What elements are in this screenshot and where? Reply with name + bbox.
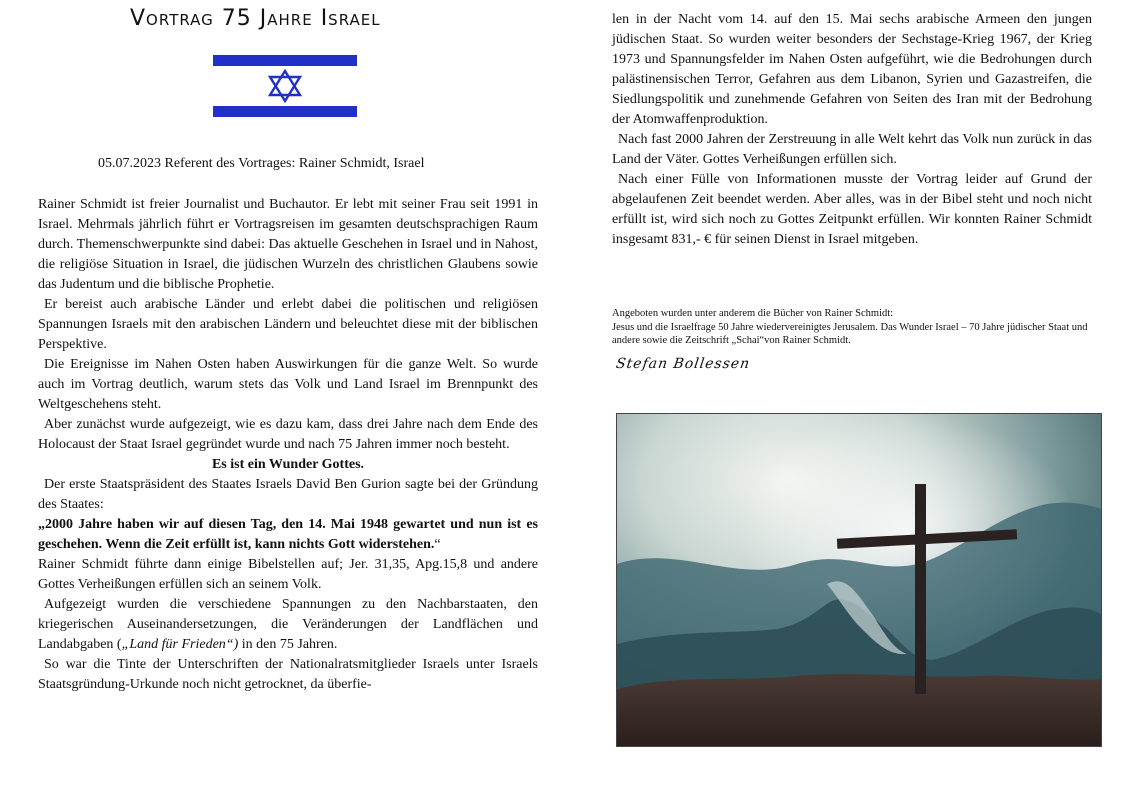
paragraph: Nach einer Fülle von Informationen musste der Vortrag leider auf Grund der abgelaufenen Zeit beendet werden. Aber alles, was in der Bibel steht und noch nicht erfüllt ist, wird sich noch zu Gottes Zeitpunkt erfüllen. Wir konnten Rainer Schmidt insgesamt 831,- € für seinen Dienst in Israel mitgeben. xyxy=(612,172,1092,247)
paragraph: So war die Tinte der Unterschriften der Nationalratsmitglieder Israels unter Israels Staatsgründung-Urkunde noch nicht getrocknet, da überfie- xyxy=(38,657,538,692)
paragraph xyxy=(38,595,538,655)
paragraph: Rainer Schmidt führte dann einige Bibelstellen auf; Jer. 31,35, Apg.15,8 und andere Gottes Verheißungen erfüllen sich an seinem Volk. xyxy=(38,557,538,592)
text: in den 75 Jahren. xyxy=(238,637,338,652)
paragraph: Rainer Schmidt ist freier Journalist und Buchautor. Er lebt mit seiner Frau seit 1991 in Israel. Mehrmals jährlich führt er Vortragsreisen im gesamten deutschsprachigen Raum durch. Themenschwerpunkte sind dabei: Das aktuelle Geschehen in Israel und in Nahost, die religiöse Situation in Israel, die jüdischen Wurzeln des christlichen Glaubens sowie das Judentum und die biblische Prophetie. xyxy=(38,197,538,292)
meta-line: 05.07.2023 Referent des Vortrages: Rainer Schmidt, Israel xyxy=(98,156,425,171)
highlight-line: Es ist ein Wunder Gottes. xyxy=(211,457,365,472)
cross-landscape-image xyxy=(616,413,1102,747)
text: Aufgezeigt wurden die verschiedene Spannungen zu den Nachbarstaaten, den kriegerischen Auseinandersetzungen, die Veränderungen der Landflächen und Landabgaben ( xyxy=(38,597,538,652)
left-article-text xyxy=(38,195,538,695)
books-list: Jesus und die Israelfrage 50 Jahre wiedervereinigtes Jerusalem. Das Wunder Israel – 70 Jahre jüdischer Staat und andere sowie die Zeitschrift „Schai“von Rainer Schmidt. xyxy=(612,321,1088,346)
paragraph: Die Ereignisse im Nahen Osten haben Auswirkungen für die ganze Welt. So wurde auch im Vortrag deutlich, warum stets das Volk und Land Israel im Brennpunkt des Weltgeschehens steht. xyxy=(38,357,538,412)
israel-flag-icon xyxy=(213,54,357,118)
paragraph: Aber zunächst wurde aufgezeigt, wie es dazu kam, dass drei Jahre nach dem Ende des Holocaust der Staat Israel gegründet wurde und nach 75 Jahren immer noch besteht. xyxy=(38,417,538,452)
right-article-text xyxy=(612,10,1092,250)
paragraph: Der erste Staatspräsident des Staates Israels David Ben Gurion sagte bei der Gründung des Staates: xyxy=(38,477,538,512)
paragraph: Nach fast 2000 Jahren der Zerstreuung in alle Welt kehrt das Volk nun zurück in das Land der Väter. Gottes Verheißungen erfüllen sich. xyxy=(612,132,1092,167)
paragraph: len in der Nacht vom 14. auf den 15. Mai sechs arabische Armeen den jungen jüdischen Staat. So wurden weiter besonders der Sechstage-Krieg 1967, der Krieg 1973 und Spannungsfelder im Nahen Osten aufgeführt, wie die Bedrohungen durch palästinensischen Terror, Gefahren aus dem Libanon, Syrien und Gazastreifen, die Siedlungspolitik und zunehmende Gefahren von Seiten des Iran mit der Bedrohung der Atomwaffenproduktion. xyxy=(612,12,1092,127)
paragraph: Er bereist auch arabische Länder und erlebt dabei die politischen und religiösen Spannungen Israels mit den arabischen Ländern und beleuchtet diese mit der biblischen Perspektive. xyxy=(38,297,538,352)
page-title: Vortrag 75 Jahre Israel xyxy=(130,6,381,31)
books-note xyxy=(612,307,1092,348)
ben-gurion-quote xyxy=(38,515,538,555)
italic-text: „Land für Frieden“) xyxy=(121,637,239,652)
quote-text: „2000 Jahre haben wir auf diesen Tag, den 14. Mai 1948 gewartet und nun ist es geschehen. Wenn die Zeit erfüllt ist, kann nichts Gott widerstehen. xyxy=(38,517,538,552)
author-signature: Stefan Bollessen xyxy=(614,356,752,372)
books-intro: Angeboten wurden unter anderem die Bücher von Rainer Schmidt: xyxy=(612,308,894,319)
quote-close: “ xyxy=(434,537,441,552)
